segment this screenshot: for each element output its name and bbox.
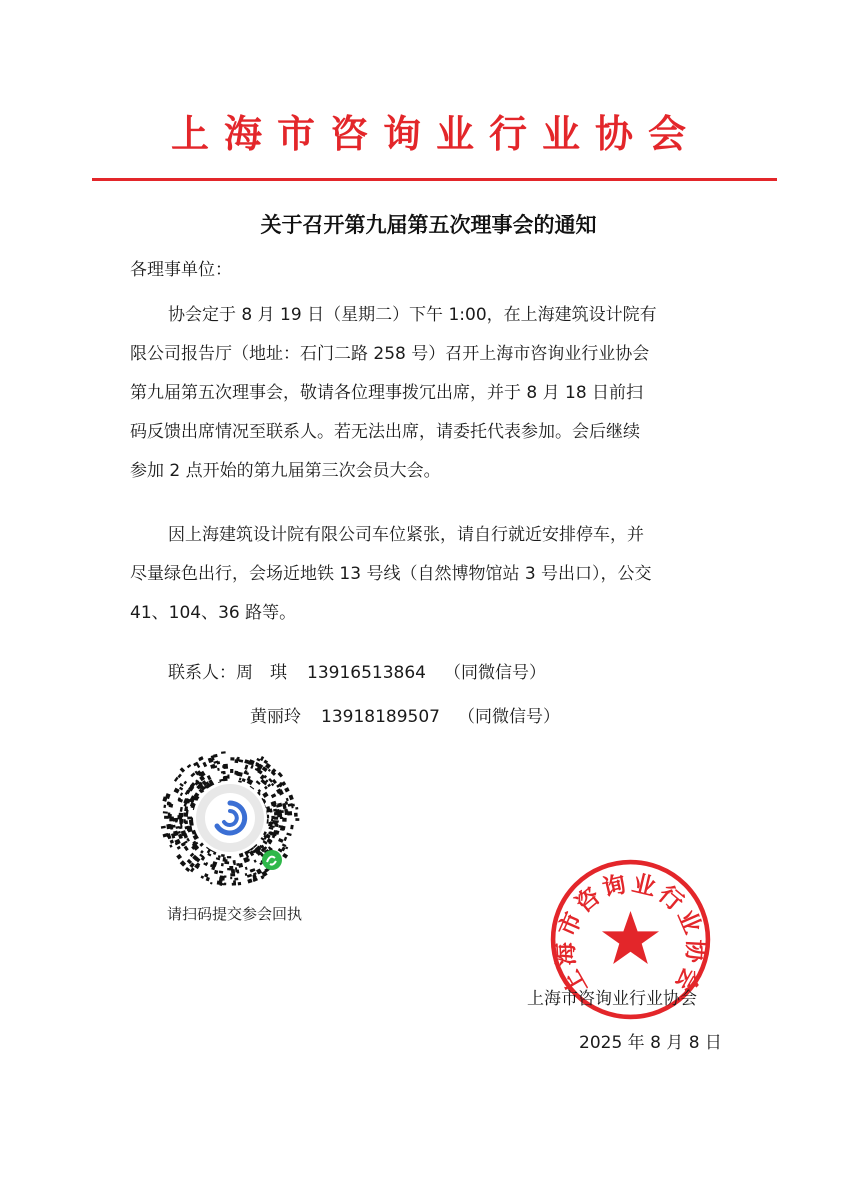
paragraph-2-line: 因上海建筑设计院有限公司车位紧张，请自行就近安排停车，并 — [168, 525, 644, 545]
contact-prefix: 联系人： — [168, 663, 236, 683]
salutation: 各理事单位： — [130, 260, 232, 280]
paragraph-1-line: 限公司报告厅（地址：石门二路 258 号）召开上海市咨询业行业协会 — [130, 343, 650, 364]
seal-text: 上海市咨询业行业协会 — [552, 870, 709, 999]
paragraph-1-line: 协会定于 8 月 19 日（星期二）下午 1:00，在上海建筑设计院有 — [168, 305, 657, 325]
paragraph-2-line: 41、104、36 路等。 — [130, 602, 297, 623]
contact-name: 周 琪 — [236, 663, 287, 683]
paragraph-1-line: 码反馈出席情况至联系人。若无法出席，请委托代表参加。会后继续 — [130, 421, 640, 442]
signoff-date: 2025 年 8 月 8 日 — [579, 1033, 722, 1053]
paragraph-2-line: 尽量绿色出行，会场近地铁 13 号线（自然博物馆站 3 号出口），公交 — [130, 563, 652, 584]
contact-phone: 13918189507 — [321, 707, 440, 727]
contact-row — [168, 660, 546, 686]
contact-row — [250, 704, 560, 730]
notice-title: 关于召开第九届第五次理事会的通知 — [260, 213, 597, 237]
header-rule — [92, 178, 777, 181]
org-header: 上海市咨询业行业协会 — [170, 112, 701, 156]
contact-note: （同微信号） — [443, 663, 546, 683]
contact-name: 黄丽玲 — [250, 707, 301, 727]
paragraph-1-line: 第九届第五次理事会，敬请各位理事拨冗出席，并于 8 月 18 日前扫 — [130, 382, 644, 403]
signoff-org: 上海市咨询业行业协会 — [527, 989, 697, 1009]
qr-caption: 请扫码提交参会回执 — [167, 905, 303, 923]
paragraph-1 — [130, 296, 728, 491]
contact-note: （同微信号） — [457, 707, 560, 727]
mini-program-qr-code-icon[interactable] — [160, 748, 300, 888]
paragraph-1-line: 参加 2 点开始的第九届第三次会员大会。 — [130, 460, 441, 481]
paragraph-2 — [130, 516, 728, 633]
contact-phone: 13916513864 — [307, 663, 426, 683]
